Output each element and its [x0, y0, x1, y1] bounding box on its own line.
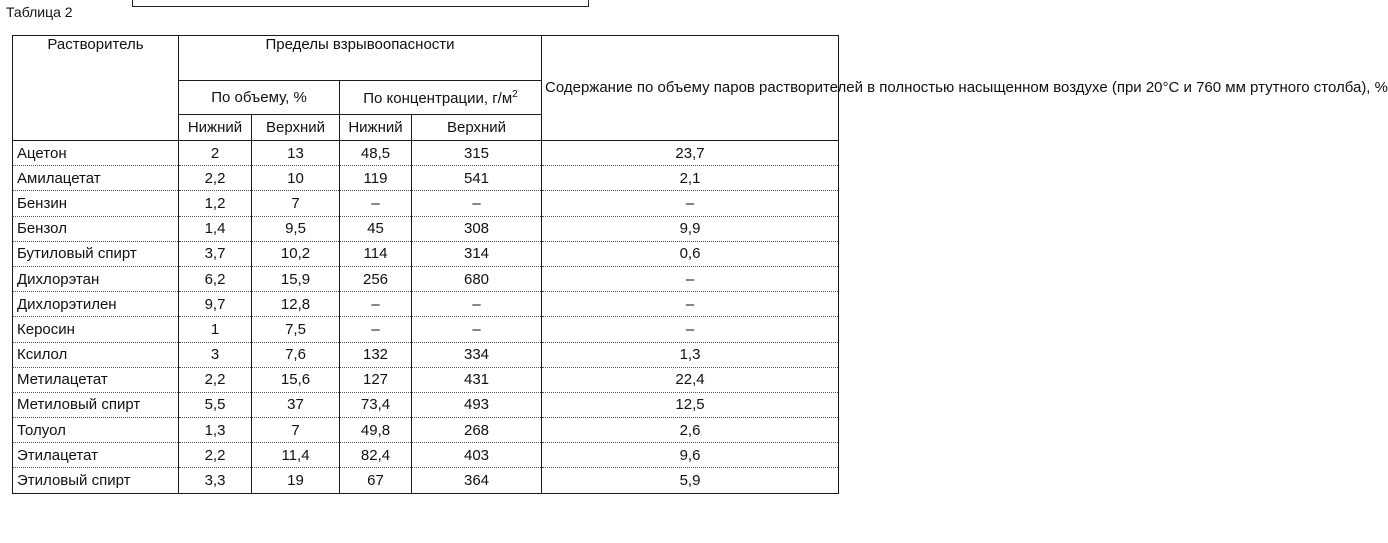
- cell-concentration-lower: 73,4: [340, 392, 412, 417]
- cell-vapor-content: 2,1: [542, 166, 839, 191]
- cell-concentration-upper: 315: [412, 141, 542, 166]
- cell-concentration-upper: 314: [412, 241, 542, 266]
- cell-volume-upper: 13: [252, 141, 340, 166]
- cell-volume-upper: 7: [252, 418, 340, 443]
- cell-concentration-upper: 431: [412, 367, 542, 392]
- cell-volume-lower: 9,7: [179, 292, 252, 317]
- header-solvent: Растворитель: [13, 36, 179, 141]
- header-concentration-upper: Верхний: [412, 115, 542, 141]
- cell-vapor-content: –: [542, 266, 839, 291]
- cell-vapor-content: 2,6: [542, 418, 839, 443]
- table-row: [13, 468, 839, 493]
- cell-concentration-lower: 256: [340, 266, 412, 291]
- cell-solvent-name: Дихлорэтилен: [13, 292, 179, 317]
- header-vapor-content: Содержание по объему паров растворителей в полностью насыщенном воздухе (при 20°С и 760 мм ртутного столба), %: [542, 36, 839, 141]
- cell-vapor-content: 0,6: [542, 241, 839, 266]
- cell-vapor-content: –: [542, 317, 839, 342]
- cell-concentration-upper: 308: [412, 216, 542, 241]
- cell-volume-upper: 15,6: [252, 367, 340, 392]
- cell-concentration-lower: 114: [340, 241, 412, 266]
- cell-concentration-upper: 680: [412, 266, 542, 291]
- cell-concentration-lower: –: [340, 317, 412, 342]
- cell-volume-upper: 7,6: [252, 342, 340, 367]
- cell-volume-upper: 15,9: [252, 266, 340, 291]
- cell-volume-lower: 1,2: [179, 191, 252, 216]
- cell-concentration-lower: 67: [340, 468, 412, 493]
- cell-solvent-name: Бензин: [13, 191, 179, 216]
- cell-volume-lower: 1,3: [179, 418, 252, 443]
- cell-vapor-content: 22,4: [542, 367, 839, 392]
- cell-concentration-lower: 127: [340, 367, 412, 392]
- cell-vapor-content: 23,7: [542, 141, 839, 166]
- cell-volume-lower: 1,4: [179, 216, 252, 241]
- header-explosion-limits: Пределы взрывоопасности: [179, 36, 542, 81]
- table-row: [13, 342, 839, 367]
- cell-volume-upper: 37: [252, 392, 340, 417]
- top-frame-fragment: [132, 0, 589, 7]
- cell-volume-lower: 2,2: [179, 367, 252, 392]
- cell-volume-upper: 10,2: [252, 241, 340, 266]
- table-body: [13, 141, 839, 494]
- cell-solvent-name: Амилацетат: [13, 166, 179, 191]
- header-concentration-lower: Нижний: [340, 115, 412, 141]
- table-row: [13, 216, 839, 241]
- cell-solvent-name: Этиловый спирт: [13, 468, 179, 493]
- table-row: [13, 443, 839, 468]
- cell-volume-upper: 7,5: [252, 317, 340, 342]
- cell-solvent-name: Толуол: [13, 418, 179, 443]
- cell-concentration-upper: 268: [412, 418, 542, 443]
- cell-concentration-lower: –: [340, 191, 412, 216]
- cell-solvent-name: Дихлорэтан: [13, 266, 179, 291]
- cell-concentration-upper: 403: [412, 443, 542, 468]
- cell-vapor-content: 9,9: [542, 216, 839, 241]
- cell-concentration-upper: –: [412, 317, 542, 342]
- cell-volume-lower: 3: [179, 342, 252, 367]
- cell-vapor-content: 9,6: [542, 443, 839, 468]
- cell-volume-upper: 7: [252, 191, 340, 216]
- cell-concentration-lower: 119: [340, 166, 412, 191]
- table-caption: Таблица 2: [6, 4, 73, 20]
- table-row: [13, 367, 839, 392]
- cell-solvent-name: Ацетон: [13, 141, 179, 166]
- cell-volume-lower: 6,2: [179, 266, 252, 291]
- table-row: [13, 418, 839, 443]
- table-row: [13, 141, 839, 166]
- cell-concentration-upper: 541: [412, 166, 542, 191]
- cell-solvent-name: Бутиловый спирт: [13, 241, 179, 266]
- cell-volume-lower: 3,7: [179, 241, 252, 266]
- cell-concentration-upper: 364: [412, 468, 542, 493]
- cell-solvent-name: Ксилол: [13, 342, 179, 367]
- cell-volume-upper: 9,5: [252, 216, 340, 241]
- cell-concentration-upper: 334: [412, 342, 542, 367]
- table-row: [13, 191, 839, 216]
- cell-concentration-lower: 82,4: [340, 443, 412, 468]
- cell-volume-lower: 2: [179, 141, 252, 166]
- cell-solvent-name: Бензол: [13, 216, 179, 241]
- cell-vapor-content: 12,5: [542, 392, 839, 417]
- solvents-table: [12, 35, 1388, 494]
- cell-vapor-content: 1,3: [542, 342, 839, 367]
- cell-solvent-name: Этилацетат: [13, 443, 179, 468]
- cell-volume-lower: 2,2: [179, 166, 252, 191]
- cell-concentration-upper: –: [412, 292, 542, 317]
- cell-solvent-name: Метилацетат: [13, 367, 179, 392]
- cell-concentration-upper: 493: [412, 392, 542, 417]
- header-volume-lower: Нижний: [179, 115, 252, 141]
- cell-volume-upper: 19: [252, 468, 340, 493]
- header-by-concentration-sup: 2: [512, 88, 518, 100]
- cell-volume-lower: 3,3: [179, 468, 252, 493]
- cell-solvent-name: Керосин: [13, 317, 179, 342]
- table-row: [13, 292, 839, 317]
- cell-concentration-lower: 48,5: [340, 141, 412, 166]
- cell-volume-upper: 11,4: [252, 443, 340, 468]
- cell-volume-lower: 5,5: [179, 392, 252, 417]
- table-row: [13, 266, 839, 291]
- header-by-concentration: [340, 81, 542, 115]
- header-by-concentration-text: По концентрации, г/м: [363, 89, 513, 107]
- cell-concentration-lower: 49,8: [340, 418, 412, 443]
- cell-concentration-lower: –: [340, 292, 412, 317]
- table-row: [13, 392, 839, 417]
- cell-volume-upper: 10: [252, 166, 340, 191]
- cell-concentration-lower: 45: [340, 216, 412, 241]
- header-by-volume: По объему, %: [179, 81, 340, 115]
- cell-concentration-lower: 132: [340, 342, 412, 367]
- cell-volume-lower: 2,2: [179, 443, 252, 468]
- table-row: [13, 317, 839, 342]
- table-row: [13, 166, 839, 191]
- cell-concentration-upper: –: [412, 191, 542, 216]
- header-volume-upper: Верхний: [252, 115, 340, 141]
- cell-vapor-content: –: [542, 191, 839, 216]
- cell-vapor-content: 5,9: [542, 468, 839, 493]
- cell-vapor-content: –: [542, 292, 839, 317]
- table-row: [13, 241, 839, 266]
- cell-volume-upper: 12,8: [252, 292, 340, 317]
- cell-volume-lower: 1: [179, 317, 252, 342]
- cell-solvent-name: Метиловый спирт: [13, 392, 179, 417]
